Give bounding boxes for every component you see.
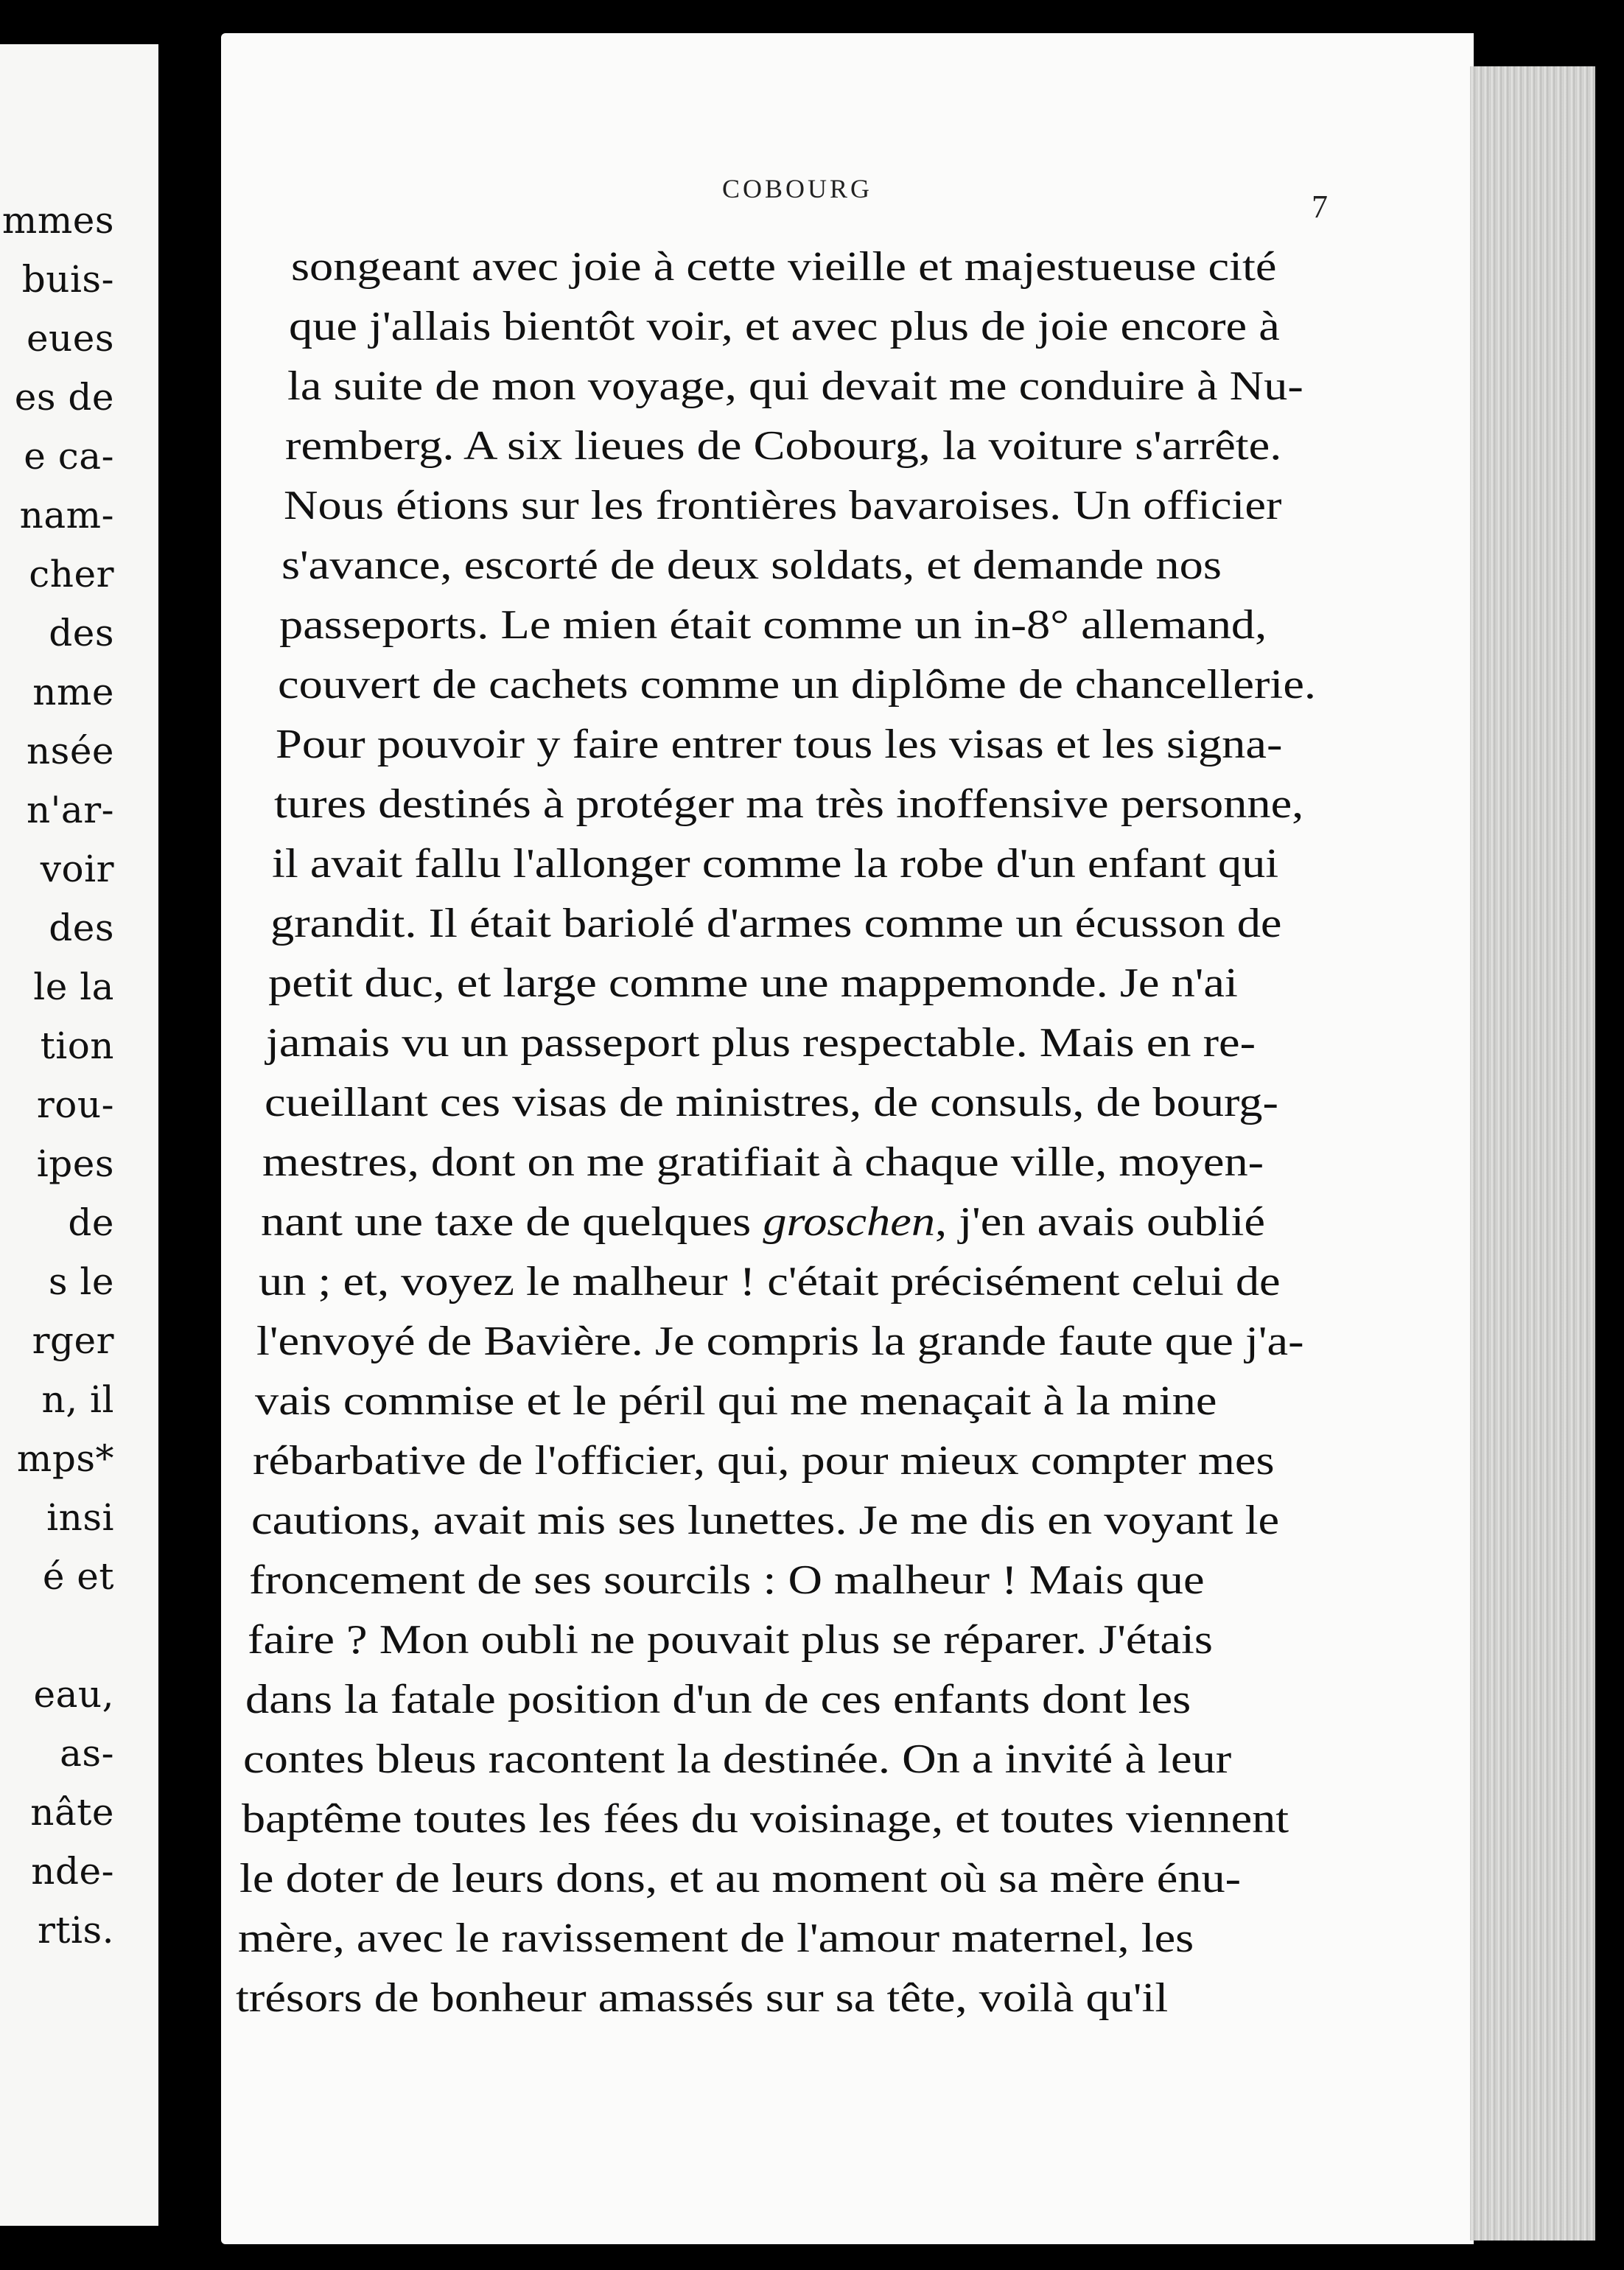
text-line: le doter de leurs dons, et au moment où sa mère énu- — [239, 1856, 1242, 1901]
left-fragment-line: voir — [40, 848, 114, 890]
left-fragment-line: rou- — [36, 1083, 114, 1126]
left-fragment-line: nâte — [30, 1791, 114, 1834]
left-fragment-line: rtis. — [37, 1909, 114, 1952]
text-line: Pour pouvoir y faire entrer tous les visas et les signa- — [276, 722, 1283, 767]
left-fragment-line: des — [49, 907, 114, 949]
text-line: que j'allais bientôt voir, et avec plus de joie encore à — [289, 304, 1281, 349]
text-line: remberg. A six lieues de Cobourg, la voiture s'arrête. — [285, 423, 1282, 469]
text-segment: , j'en avais oublié — [934, 1199, 1265, 1245]
text-line: tures destinés à protéger ma très inoffensive personne, — [273, 781, 1304, 827]
text-line: rébarbative de l'officier, qui, pour mieux compter mes — [253, 1438, 1275, 1484]
left-fragment-line: de — [68, 1201, 114, 1244]
page-number: 7 — [1312, 189, 1328, 225]
left-fragment-line: e ca- — [24, 435, 114, 478]
text-line: grandit. Il était bariolé d'armes comme un écusson de — [270, 901, 1282, 946]
left-fragment-line: nam- — [19, 494, 114, 537]
left-fragment-line: des — [49, 612, 114, 654]
italic-word: groschen — [762, 1199, 935, 1245]
text-line: songeant avec joie à cette vieille et majestueuse cité — [291, 244, 1277, 290]
left-fragment-line: é et — [42, 1555, 114, 1598]
running-header: COBOURG — [722, 174, 873, 203]
left-fragment-line: s le — [48, 1260, 114, 1303]
text-line: cueillant ces visas de ministres, de consuls, de bourg- — [264, 1080, 1278, 1125]
text-line: un ; et, voyez le malheur ! c'était précisément celui de — [259, 1259, 1281, 1305]
left-fragment-line: nde- — [31, 1850, 114, 1893]
left-fragment-line: n'ar- — [26, 789, 114, 831]
text-line: passeports. Le mien était comme un in-8° allemand, — [279, 602, 1267, 648]
text-line: contes bleus racontent la destinée. On a invité à leur — [243, 1736, 1232, 1782]
text-line: couvert de cachets comme un diplôme de chancellerie. — [277, 662, 1316, 708]
text-line: il avait fallu l'allonger comme la robe d'un enfant qui — [272, 841, 1279, 887]
left-fragment-line: rger — [32, 1319, 114, 1362]
text-line: cautions, avait mis ses lunettes. Je me dis en voyant le — [251, 1498, 1279, 1543]
left-fragment-line: nme — [32, 671, 114, 713]
text-line: mestres, dont on me gratifiait à chaque ville, moyen- — [262, 1139, 1264, 1185]
text-line: l'envoyé de Bavière. Je compris la grande faute que j'a- — [256, 1319, 1304, 1364]
text-line: froncement de ses sourcils : O malheur ! Mais que — [249, 1557, 1205, 1603]
left-fragment-line: mmes — [1, 199, 114, 242]
text-line: mère, avec le ravissement de l'amour maternel, les — [237, 1915, 1194, 1961]
page-edges — [1470, 66, 1595, 2241]
text-line — [261, 1198, 1265, 1246]
left-fragment-line: n, il — [41, 1378, 114, 1421]
text-line: faire ? Mon oubli ne pouvait plus se réparer. J'étais — [247, 1617, 1213, 1663]
left-fragment-line: tion — [40, 1024, 114, 1067]
text-line: Nous étions sur les frontières bavaroises. Un officier — [283, 483, 1282, 528]
text-line: petit duc, et large comme une mappemonde. Je n'ai — [267, 960, 1238, 1006]
text-line: baptême toutes les fées du voisinage, et toutes viennent — [241, 1796, 1289, 1842]
left-fragment-line: buis- — [21, 258, 114, 301]
left-fragment-line: mps* — [16, 1437, 114, 1480]
left-fragment-line: eau, — [33, 1673, 114, 1716]
text-line: vais commise et le péril qui me menaçait à la mine — [254, 1378, 1217, 1424]
text-line: la suite de mon voyage, qui devait me conduire à Nu- — [287, 363, 1303, 409]
left-fragment-line: eues — [26, 317, 114, 360]
left-fragment-line: nsée — [26, 730, 114, 772]
text-line: jamais vu un passeport plus respectable. Mais en re- — [266, 1020, 1256, 1066]
left-fragment-line: insi — [46, 1496, 114, 1539]
text-line: s'avance, escorté de deux soldats, et demande nos — [281, 542, 1222, 588]
text-line: dans la fatale position d'un de ces enfants dont les — [245, 1677, 1191, 1722]
text-line: trésors de bonheur amassés sur sa tête, voilà qu'il — [236, 1975, 1169, 2021]
left-fragment-line: ipes — [36, 1142, 114, 1185]
text-segment: nant une taxe de quelques — [260, 1199, 763, 1245]
left-fragment-line: es de — [14, 376, 114, 419]
left-fragment-line: as- — [60, 1732, 114, 1775]
left-fragment-line: cher — [29, 553, 114, 596]
left-fragment-line: le la — [33, 965, 114, 1008]
previous-page-fragment — [0, 44, 158, 2226]
